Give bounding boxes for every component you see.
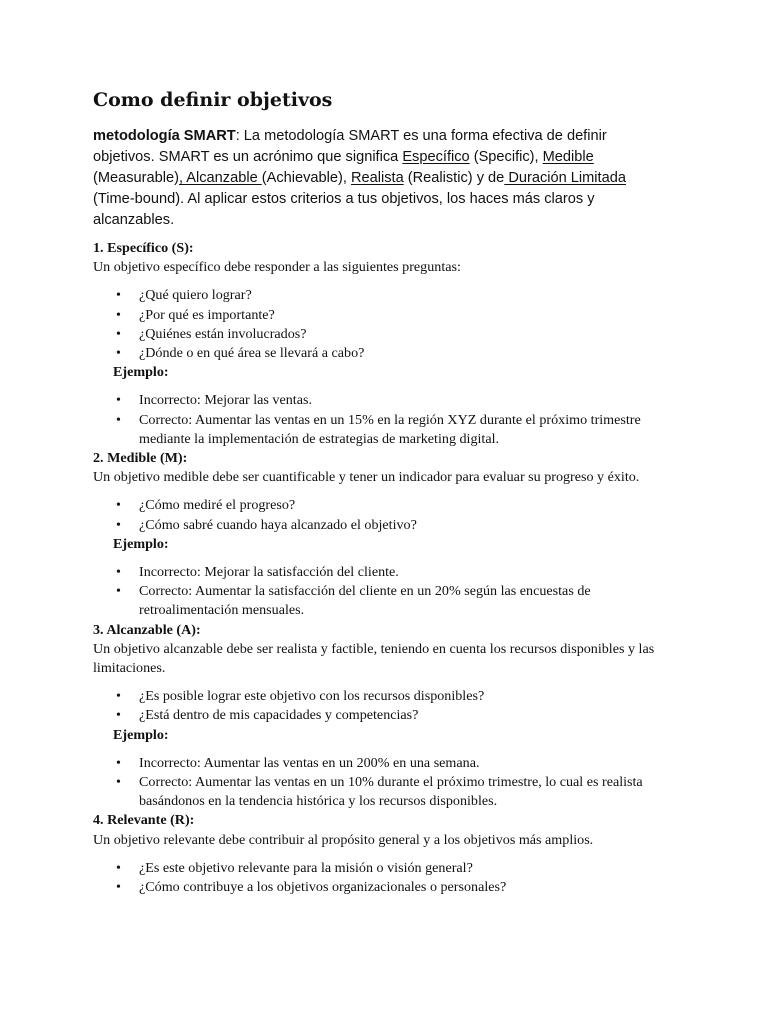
bullet-icon: • [116, 306, 121, 323]
section-title: 1. Específico (S): [93, 240, 194, 256]
section-medible [93, 449, 668, 621]
intro-text: (Realistic) y de [403, 170, 505, 186]
bullet-icon: • [116, 774, 121, 791]
list-item [93, 391, 668, 410]
bullet-icon: • [116, 516, 121, 533]
section-description: Un objetivo específico debe responder a las siguientes preguntas: [93, 259, 461, 276]
bullet-icon: • [116, 879, 121, 896]
bullet-icon: • [116, 497, 121, 514]
term-duracion-limitada: Duración Limitada [504, 170, 626, 186]
bullet-icon: • [116, 345, 121, 362]
intro-text: (Specific), [469, 149, 543, 165]
list-item [93, 325, 668, 344]
list-item-text: ¿Dónde o en qué área se llevará a cabo? [139, 345, 365, 362]
list-item [93, 706, 668, 725]
intro-paragraph [93, 126, 668, 231]
intro-text: : La metodología SMART es una forma efectiva de definir objetivos. SMART es un acrónimo que significa [93, 128, 607, 165]
list-item [93, 286, 668, 305]
list-item [93, 878, 668, 897]
bullet-icon: • [116, 707, 121, 724]
section-especifico [93, 239, 668, 449]
example-label: Ejemplo: [113, 364, 169, 381]
intro-text: (Achievable), [261, 170, 351, 186]
list-item-text: ¿Es posible lograr este objetivo con los recursos disponibles? [139, 688, 485, 705]
section-description: Un objetivo alcanzable debe ser realista y factible, teniendo en cuenta los recursos disponibles y las limitaciones. [93, 640, 655, 677]
question-list [93, 687, 668, 725]
section-title: 2. Medible (M): [93, 450, 188, 467]
section-relevante [93, 811, 668, 897]
example-list [93, 563, 668, 621]
section-title: 4. Relevante (R): [93, 812, 195, 829]
bullet-icon: • [116, 583, 121, 600]
question-list [93, 496, 668, 534]
bullet-icon: • [116, 564, 121, 581]
term-alcanzable: , Alcanzable [178, 170, 262, 186]
list-item-text: Correcto: Aumentar las ventas en un 15% en la región XYZ durante el próximo trimestre mediante la implementación de estrategias de marketing digital. [139, 411, 641, 447]
list-item [93, 773, 668, 811]
section-description: Un objetivo relevante debe contribuir al propósito general y a los objetivos más amplios. [93, 831, 594, 848]
list-item [93, 496, 668, 515]
list-item-text: ¿Por qué es importante? [139, 306, 275, 323]
bullet-icon: • [116, 325, 121, 342]
list-item-text: ¿Cómo contribuye a los objetivos organizacionales o personales? [139, 879, 507, 896]
list-item [93, 344, 668, 363]
bullet-icon: • [116, 411, 121, 428]
list-item [93, 306, 668, 325]
list-item-text: Incorrecto: Mejorar las ventas. [139, 392, 312, 409]
bullet-icon: • [116, 688, 121, 705]
list-item [93, 582, 668, 620]
question-list [93, 286, 668, 363]
list-item-text: ¿Quiénes están involucrados? [139, 325, 307, 342]
list-item [93, 516, 668, 535]
list-item-text: ¿Qué quiero lograr? [139, 287, 252, 304]
list-item-text: Incorrecto: Aumentar las ventas en un 200% en una semana. [139, 754, 480, 771]
list-item [93, 859, 668, 878]
list-item [93, 754, 668, 773]
list-item [93, 687, 668, 706]
bullet-icon: • [116, 754, 121, 771]
bullet-icon: • [116, 859, 121, 876]
intro-term: metodología SMART [93, 128, 236, 144]
bullet-icon: • [116, 392, 121, 409]
page-title: Como definir objetivos [93, 89, 333, 111]
list-item-text: Incorrecto: Mejorar la satisfacción del cliente. [139, 564, 399, 581]
question-list [93, 859, 668, 897]
example-list [93, 754, 668, 812]
term-realista: Realista [350, 170, 404, 186]
section-alcanzable [93, 621, 668, 812]
section-description: Un objetivo medible debe ser cuantificable y tener un indicador para evaluar su progreso y éxito. [93, 469, 640, 486]
list-item-text: Correcto: Aumentar la satisfacción del cliente en un 20% según las encuestas de retroalimentación mensuales. [139, 583, 591, 619]
list-item-text: Correcto: Aumentar las ventas en un 10% durante el próximo trimestre, lo cual es realista basándonos en la tendencia histórica y los recursos disponibles. [139, 774, 643, 810]
list-item [93, 411, 668, 449]
intro-text: (Time-bound). Al aplicar estos criterios a tus objetivos, los haces más claros y alcanzables. [93, 191, 595, 228]
example-list [93, 391, 668, 449]
example-label: Ejemplo: [113, 535, 169, 552]
example-label: Ejemplo: [113, 726, 169, 743]
intro-text: (Measurable) [93, 170, 179, 186]
list-item [93, 563, 668, 582]
list-item-text: ¿Es este objetivo relevante para la misión o visión general? [139, 859, 473, 876]
bullet-icon: • [116, 287, 121, 304]
list-item-text: ¿Está dentro de mis capacidades y competencias? [139, 707, 419, 724]
list-item-text: ¿Cómo mediré el progreso? [139, 497, 296, 514]
list-item-text: ¿Cómo sabré cuando haya alcanzado el objetivo? [139, 516, 417, 533]
term-especifico: Específico [402, 149, 470, 165]
section-title: 3. Alcanzable (A): [93, 621, 201, 638]
term-medible: Medible [542, 149, 594, 165]
